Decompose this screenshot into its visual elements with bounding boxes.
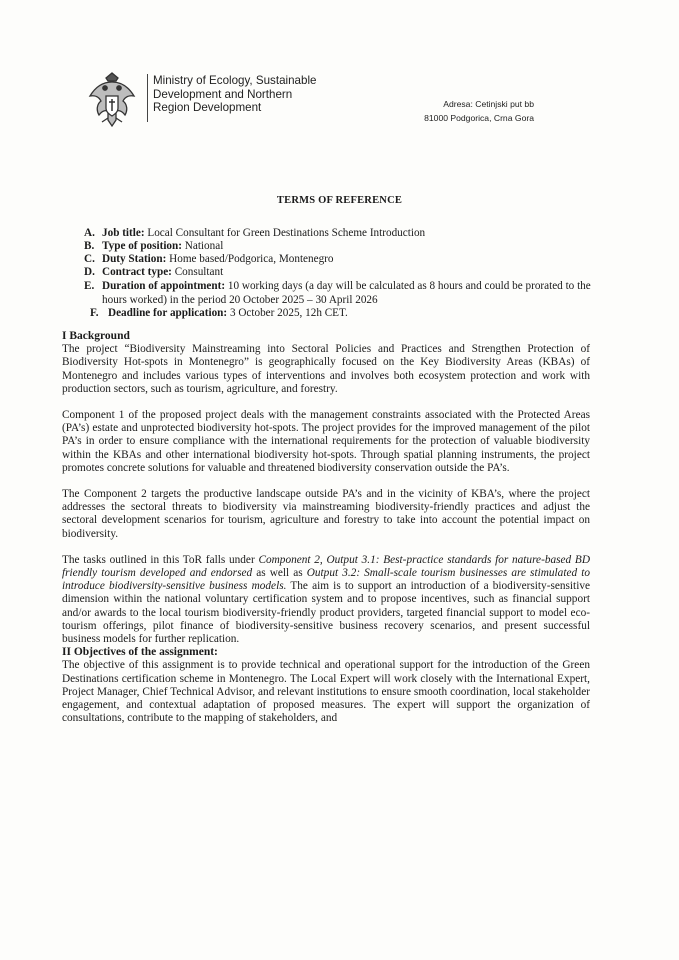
item-letter: C. xyxy=(84,253,95,265)
item-letter: D. xyxy=(84,266,95,278)
item-letter: B. xyxy=(84,240,95,252)
paragraph: The Component 2 targets the productive landscape outside PA’s and in the vicinity of KBA’s, where the project addresses the sectoral threats to biodiversity via mainstreaming biodiversity-friendly practices and adjust the sectoral development scenarios for tourism, agriculture and forestry to take into account the potential impact on biodiversity. xyxy=(62,488,590,540)
item-value: 10 working days (a day will be calculated as 8 hours and could be prorated to the hours worked) in the period 20 October 2025 – 30 April 2026 xyxy=(102,280,591,306)
paragraph: The objective of this assignment is to provide technical and operational support for the introduction of the Green Destinations certification scheme in Montenegro. The Local Expert will work closely with the International Expert, Project Manager, Chief Technical Advisor, and relevant institutions to ensure smooth coordination, local stakeholder engagement, and contextual adaptation of proposed measures. The expert will support the organization of consultations, contribute to the mapping of stakeholders, and xyxy=(62,659,590,725)
address-line: Adresa: Cetinjski put bb xyxy=(443,99,534,109)
list-item xyxy=(84,266,600,279)
coat-of-arms-icon xyxy=(86,70,138,130)
document-title: TERMS OF REFERENCE xyxy=(276,195,403,206)
item-label: Duration of appointment: xyxy=(102,280,226,292)
item-value: Local Consultant for Green Destinations Scheme Introduction xyxy=(147,227,426,239)
paragraph: Component 1 of the proposed project deals with the management constraints associated with the Protected Areas (PA’s) estate and unprotected biodiversity hot-spots. The project provides for the improved management of the pilot PA’s in order to ensure compliance with the international requirements for the protection of valuable biodiversity within the KBAs and other international biodiversity hot-spots. Through spatial planning instruments, the project promotes concrete solutions for valuable and threatened biodiversity conservation outside the PA’s. xyxy=(62,409,590,474)
item-label: Type of position: xyxy=(102,240,182,252)
list-item xyxy=(84,227,600,240)
list-item xyxy=(84,307,600,320)
item-value: 3 October 2025, 12h CET. xyxy=(229,307,348,319)
section-heading: I Background xyxy=(62,330,130,342)
italic-text: Output 3.2: Small-scale tourism businesses are stimulated to introduce biodiversity-sensitive business models. xyxy=(62,567,590,593)
item-value: National xyxy=(184,240,224,252)
ministry-line: Ministry of Ecology, Sustainable xyxy=(153,74,317,87)
list-item xyxy=(84,279,600,307)
address-line: 81000 Podgorica, Crna Gora xyxy=(424,113,534,123)
ministry-name xyxy=(147,74,353,122)
item-label: Job title: xyxy=(102,227,145,239)
item-label: Deadline for application: xyxy=(108,307,228,319)
section-heading: II Objectives of the assignment: xyxy=(62,646,218,659)
ministry-line: Development and Northern xyxy=(153,87,293,101)
position-details-list xyxy=(84,227,600,320)
item-value: Consultant xyxy=(174,266,224,278)
item-letter: E. xyxy=(84,280,95,292)
list-item xyxy=(84,253,600,266)
ministry-line: Region Development xyxy=(153,101,262,115)
italic-text: Component 2, Output 3.1: Best-practice standards for nature-based BD friendly tourism developed and endorsed xyxy=(62,553,590,580)
item-label: Contract type: xyxy=(102,266,172,278)
paragraph xyxy=(62,554,590,646)
item-label: Duty Station: xyxy=(102,253,167,265)
text-run: The tasks outlined in this ToR falls under xyxy=(62,553,259,566)
item-letter: A. xyxy=(84,227,95,239)
list-item xyxy=(84,240,600,253)
address-block xyxy=(424,97,534,125)
text-run: The aim is to support an introduction of a biodiversity-sensitive dimension within the national voluntary certification system and to propose incentives, such as financial support and/or awards to the local tourism biodiversity-friendly product providers, targeted financial support to model eco-tourism offerings, pilot finance of biodiversity-sensitive business recovery scenarios, and present successful business models for further replication. xyxy=(62,580,590,646)
item-letter: F. xyxy=(90,307,99,319)
item-value: Home based/Podgorica, Montenegro xyxy=(169,253,334,265)
paragraph: The project “Biodiversity Mainstreaming into Sectoral Policies and Practices and Strengthen Protection of Biodiversity Hot-spots in Montenegro” is geographically focused on the Key Biodiversity Areas (KBAs) of Montenegro and includes various types of interventions and involves both ecosystem protection and work with production sectors, such as tourism, agriculture, and forestry. xyxy=(62,343,590,395)
text-run: as well as xyxy=(252,567,307,580)
document-body xyxy=(62,330,590,725)
